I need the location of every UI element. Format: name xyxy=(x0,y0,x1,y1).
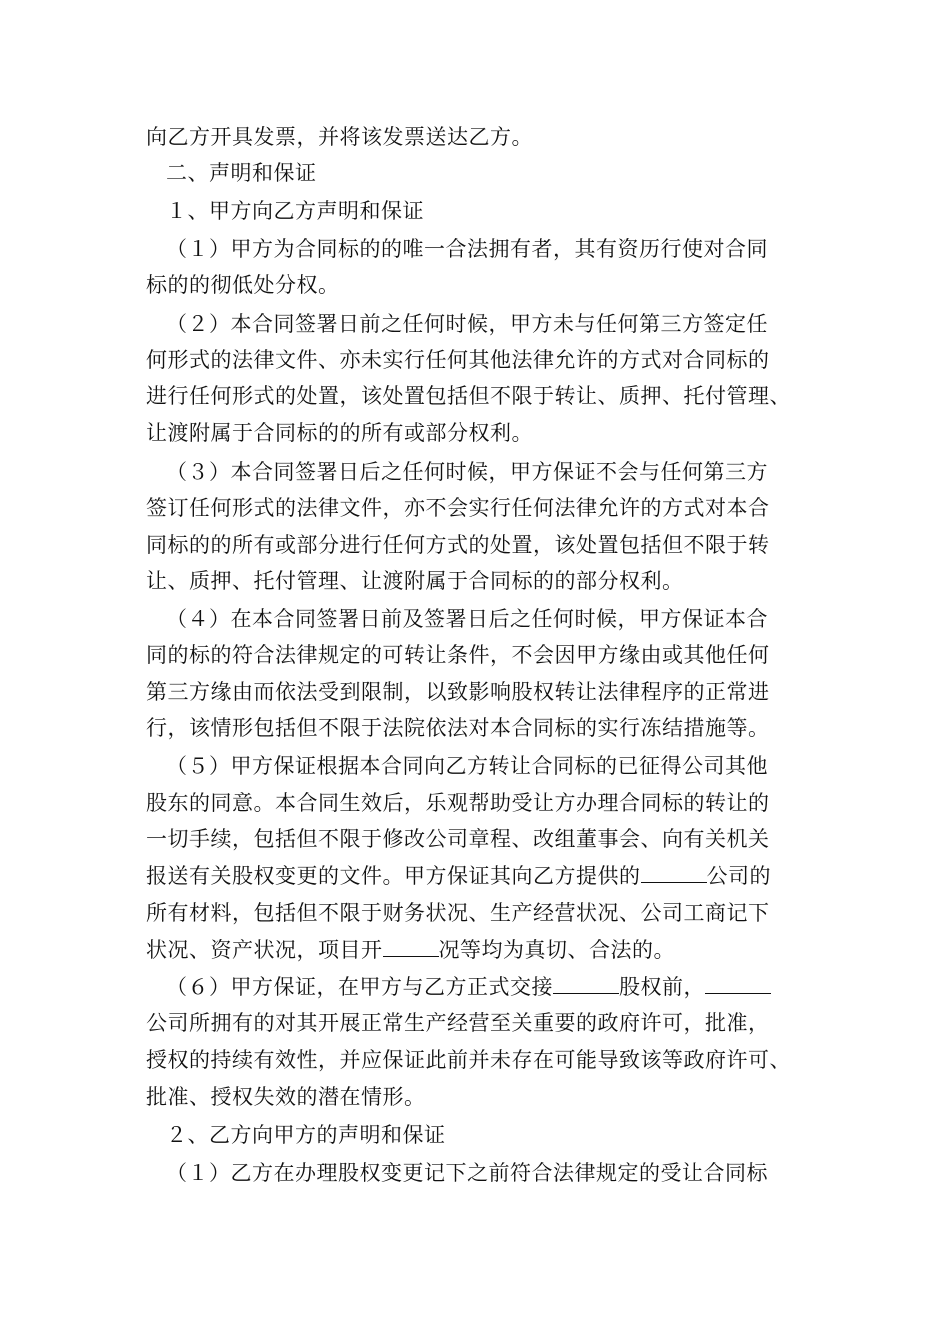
subsection-heading: ２、乙方向甲方的声明和保证 xyxy=(166,1123,446,1147)
fill-blank xyxy=(641,864,707,883)
paragraph-line: （１）乙方在办理股权变更记下之前符合法律规定的受让合同标 xyxy=(166,1161,768,1185)
paragraph-line: （２）本合同签署日前之任何时候，甲方未与任何第三方签定任 xyxy=(166,312,768,336)
paragraph-line: 所有材料，包括但不限于财务状况、生产经营状况、公司工商记下 xyxy=(146,901,770,925)
paragraph-line: （３）本合同签署日后之任何时候，甲方保证不会与任何第三方 xyxy=(166,460,768,484)
paragraph-line: 授权的持续有效性，并应保证此前并未存在可能导致该等政府许可、 xyxy=(146,1048,791,1072)
line-text: 状况、资产状况，项目开 xyxy=(146,938,383,962)
paragraph-line: 公司所拥有的对其开展正常生产经营至关重要的政府许可，批准， xyxy=(146,1011,770,1035)
fill-blank xyxy=(553,975,619,994)
line-text: 况等均为真切、合法的。 xyxy=(438,938,675,962)
paragraph-line: 第三方缘由而依法受到限制，以致影响股权转让法律程序的正常进 xyxy=(146,680,770,704)
paragraph-line: 何形式的法律文件、亦未实行任何其他法律允许的方式对合同标的 xyxy=(146,348,770,372)
paragraph-line: （４）在本合同签署日前及签署日后之任何时候，甲方保证本合 xyxy=(166,607,768,631)
paragraph-line: （５）甲方保证根据本合同向乙方转让合同标的已征得公司其他 xyxy=(166,754,768,778)
paragraph-line: 同标的的所有或部分进行任何方式的处置，该处置包括但不限于转 xyxy=(146,533,770,557)
paragraph-line: 标的的彻低处分权。 xyxy=(146,273,340,297)
paragraph-line xyxy=(166,974,846,1000)
paragraph-line: 让、质押、托付管理、让渡附属于合同标的的部分权利。 xyxy=(146,569,684,593)
line-text: 股权前， xyxy=(619,975,705,999)
fill-blank xyxy=(383,938,439,957)
paragraph-line: 让渡附属于合同标的的所有或部分权利。 xyxy=(146,421,533,445)
fill-blank xyxy=(705,975,771,994)
line-text: （６）甲方保证，在甲方与乙方正式交接 xyxy=(166,975,553,999)
paragraph-line: 同的标的符合法律规定的可转让条件，不会因甲方缘由或其他任何 xyxy=(146,643,770,667)
paragraph-line: 批准、授权失效的潜在情形。 xyxy=(146,1085,426,1109)
paragraph-line xyxy=(146,937,826,963)
subsection-heading: １、甲方向乙方声明和保证 xyxy=(166,199,424,223)
paragraph-line: 向乙方开具发票，并将该发票送达乙方。 xyxy=(146,125,533,149)
section-heading: 二、声明和保证 xyxy=(166,161,317,185)
paragraph-line: 股东的同意。本合同生效后，乐观帮助受让方办理合同标的转让的 xyxy=(146,791,770,815)
paragraph-line: 进行任何形式的处置，该处置包括但不限于转让、质押、托付管理、 xyxy=(146,384,791,408)
paragraph-line: （１）甲方为合同标的的唯一合法拥有者，其有资历行使对合同 xyxy=(166,237,768,261)
paragraph-line: 签订任何形式的法律文件，亦不会实行任何法律允许的方式对本合 xyxy=(146,496,770,520)
paragraph-line xyxy=(146,863,826,889)
paragraph-line: 一切手续，包括但不限于修改公司章程、改组董事会、向有关机关 xyxy=(146,827,770,851)
line-text: 公司的 xyxy=(706,864,771,888)
line-text: 报送有关股权变更的文件。甲方保证其向乙方提供的 xyxy=(146,864,641,888)
paragraph-line: 行，该情形包括但不限于法院依法对本合同标的实行冻结措施等。 xyxy=(146,716,770,740)
